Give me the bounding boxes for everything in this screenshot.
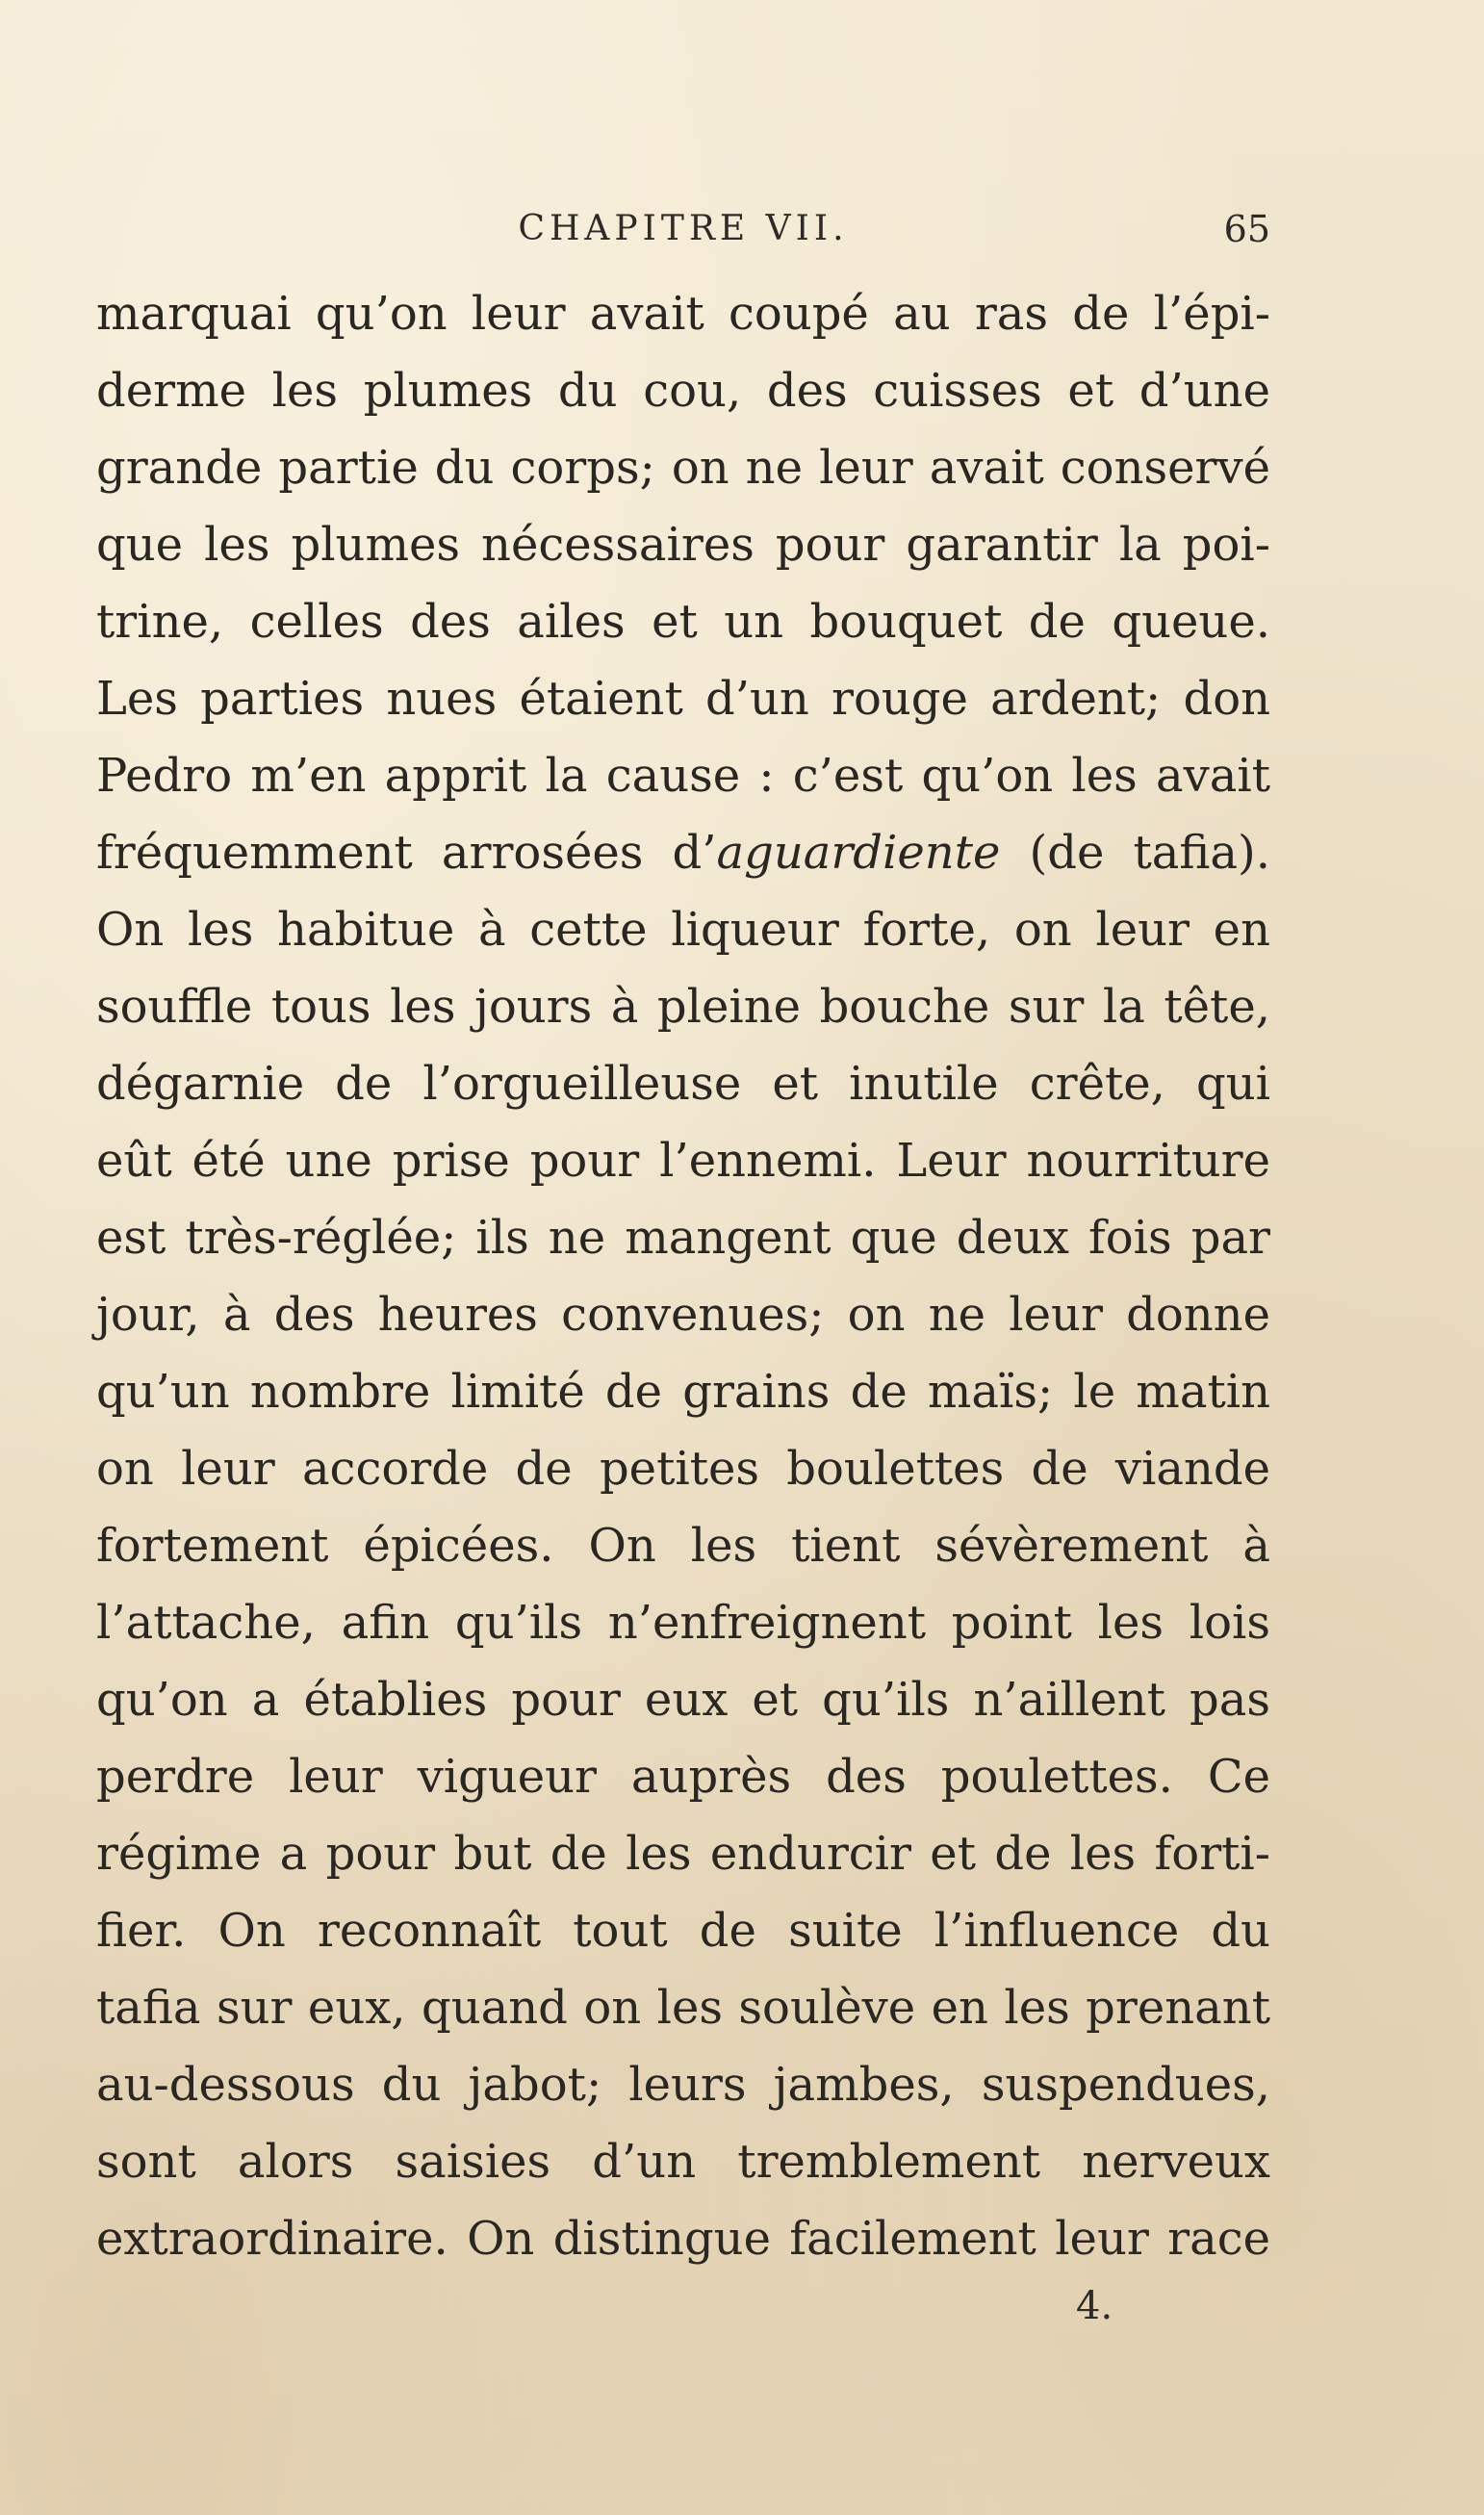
text-line: Pedro m’en apprit la cause : c’est qu’on les avait <box>96 749 1270 803</box>
text-line: perdre leur vigueur auprès des poulettes. Ce <box>96 1750 1270 1804</box>
text-line-with-italic <box>96 814 1270 891</box>
text-line: grande partie du corps; on ne leur avait conservé <box>96 441 1270 495</box>
text-line: on leur accorde de petites boulettes de viande <box>96 1442 1270 1496</box>
text-line: au-dessous du jabot; leurs jambes, suspendues, <box>96 2058 1270 2112</box>
text-line: que les plumes nécessaires pour garantir la poi- <box>96 518 1270 572</box>
text-line: dégarnie de l’orgueilleuse et inutile crête, qui <box>96 1057 1270 1111</box>
text-line: tafia sur eux, quand on les soulève en les prenant <box>96 1981 1270 2035</box>
signature-mark: 4. <box>1076 2284 1113 2328</box>
text-line: marquai qu’on leur avait coupé au ras de l’épi- <box>96 287 1270 341</box>
text-line: l’attache, afin qu’ils n’enfreignent point les lois <box>96 1596 1270 1650</box>
italic-term: aguardiente <box>716 826 1001 880</box>
running-head <box>96 200 1270 258</box>
text-line: extraordinaire. On distingue facilement leur race <box>96 2212 1270 2266</box>
text-line: fortement épicées. On les tient sévèrement à <box>96 1519 1270 1573</box>
text-line: sont alors saisies d’un tremblement nerveux <box>96 2135 1270 2189</box>
chapter-title: CHAPITRE VII. <box>518 209 849 248</box>
text-line: Les parties nues étaient d’un rouge ardent; don <box>96 672 1270 726</box>
text-line: qu’on a établies pour eux et qu’ils n’aillent pas <box>96 1673 1270 1727</box>
text-line: On les habitue à cette liqueur forte, on leur en <box>96 903 1270 957</box>
text-line: fier. On reconnaît tout de suite l’influence du <box>96 1904 1270 1958</box>
text-line: eût été une prise pour l’ennemi. Leur nourriture <box>96 1134 1270 1188</box>
text-line: qu’un nombre limité de grains de maïs; le matin <box>96 1365 1270 1419</box>
text-line: trine, celles des ailes et un bouquet de queue. <box>96 595 1270 649</box>
text-segment: (de tafia). <box>1000 826 1270 880</box>
page-number: 65 <box>1223 208 1270 250</box>
text-line: jour, à des heures convenues; on ne leur donne <box>96 1288 1270 1342</box>
text-segment: fréquemment arrosées d’ <box>96 826 717 880</box>
text-line: derme les plumes du cou, des cuisses et d’une <box>96 364 1270 418</box>
body-text <box>96 275 1270 2277</box>
text-line: est très-réglée; ils ne mangent que deux fois par <box>96 1211 1270 1265</box>
text-line: souffle tous les jours à pleine bouche sur la tête, <box>96 980 1270 1034</box>
text-line: régime a pour but de les endurcir et de les forti- <box>96 1827 1270 1881</box>
